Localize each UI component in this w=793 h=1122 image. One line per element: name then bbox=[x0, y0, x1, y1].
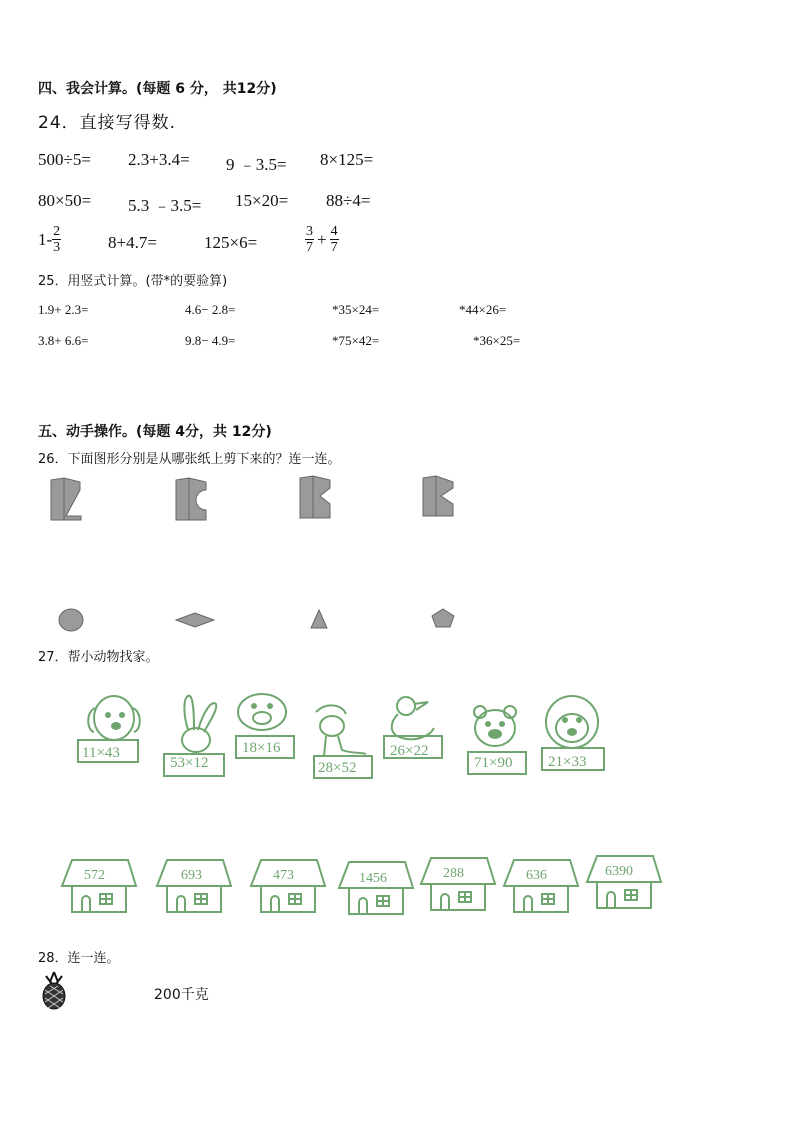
fraction bbox=[52, 224, 61, 255]
q28-label: 28．连一连。 bbox=[38, 951, 120, 966]
diamond-icon[interactable] bbox=[174, 610, 216, 630]
fraction-denominator: 3 bbox=[53, 240, 61, 255]
house-icon[interactable] bbox=[583, 852, 665, 912]
section5-heading: 五、动手操作。(每题 4分，共 12分) bbox=[38, 424, 272, 440]
fraction bbox=[305, 224, 314, 255]
fraction-denominator: 7 bbox=[306, 240, 313, 255]
q26-label: 26．下面图形分别是从哪张纸上剪下来的？连一连。 bbox=[38, 452, 341, 467]
triangle-icon[interactable] bbox=[308, 607, 330, 631]
animal-expr: 53×12 bbox=[170, 755, 209, 771]
fraction bbox=[330, 224, 339, 255]
animal-expr: 71×90 bbox=[474, 755, 513, 771]
house-number: 473 bbox=[273, 868, 294, 883]
q24-r2-c4: 88÷4= bbox=[326, 191, 371, 210]
q24-r1-c2: 2.3+3.4= bbox=[128, 150, 190, 169]
plus-sign: + bbox=[317, 229, 327, 249]
q25-r2-c1: 3.8+ 6.6= bbox=[38, 333, 89, 348]
house-icon[interactable] bbox=[335, 858, 417, 918]
pineapple-icon[interactable] bbox=[38, 970, 70, 1012]
q24-r3-c1-prefix: 1- bbox=[38, 229, 53, 249]
paper-cut-z-icon[interactable] bbox=[48, 476, 84, 522]
q24-r3-c2: 8+4.7= bbox=[108, 233, 157, 252]
fraction-numerator: 4 bbox=[330, 224, 338, 239]
q25-r2-c2: 9.8− 4.9= bbox=[185, 333, 236, 348]
q25-r2-c3: *75×42= bbox=[332, 333, 380, 348]
animal-expr: 26×22 bbox=[390, 743, 429, 759]
q24-label: 24．直接写得数. bbox=[38, 113, 177, 133]
q25-r1-c4: *44×26= bbox=[459, 302, 507, 317]
fraction-denominator: 7 bbox=[330, 240, 338, 255]
house-number: 693 bbox=[181, 868, 202, 883]
q24-r2-c2: 5.3 ﹣3.5= bbox=[128, 196, 202, 215]
q24-r2-c3: 15×20= bbox=[235, 191, 289, 210]
q24-r3-c3: 125×6= bbox=[204, 233, 258, 252]
paper-cut-triangle-icon[interactable] bbox=[421, 474, 457, 520]
house-icon[interactable] bbox=[247, 856, 329, 916]
house-number: 1456 bbox=[359, 871, 387, 886]
house-icon[interactable] bbox=[58, 856, 140, 916]
q24-r2-c1: 80×50= bbox=[38, 191, 92, 210]
animal-expr: 18×16 bbox=[242, 740, 281, 756]
q25-r1-c2: 4.6− 2.8= bbox=[185, 302, 236, 317]
animal-expr: 28×52 bbox=[318, 760, 357, 776]
q25-r2-c4: *36×25= bbox=[473, 333, 521, 348]
weight-label: 200千克 bbox=[154, 987, 209, 1003]
q24-r1-c1: 500÷5= bbox=[38, 150, 91, 169]
house-icon[interactable] bbox=[417, 854, 499, 914]
q24-r1-c4: 8×125= bbox=[320, 150, 374, 169]
section4-heading: 四、我会计算。(每题 6 分， 共12分) bbox=[38, 81, 277, 97]
q24-r3-c4 bbox=[305, 224, 339, 255]
house-number: 288 bbox=[443, 866, 464, 881]
house-number: 636 bbox=[526, 868, 547, 883]
house-number: 6390 bbox=[605, 864, 633, 879]
house-icon[interactable] bbox=[500, 856, 582, 916]
animal-expr: 11×43 bbox=[82, 745, 120, 761]
fraction-numerator: 2 bbox=[53, 224, 61, 239]
q25-label: 25．用竖式计算。(带*的要验算) bbox=[38, 274, 228, 289]
q27-label: 27．帮小动物找家。 bbox=[38, 650, 159, 665]
animal-expr: 21×33 bbox=[548, 754, 587, 770]
paper-cut-semicircle-icon[interactable] bbox=[174, 476, 210, 522]
fraction-numerator: 3 bbox=[306, 224, 313, 239]
q24-r3-c1 bbox=[38, 224, 61, 255]
q24-r1-c3: 9 ﹣3.5= bbox=[226, 155, 287, 174]
house-number: 572 bbox=[84, 868, 105, 883]
q25-r1-c3: *35×24= bbox=[332, 302, 380, 317]
pentagon-icon[interactable] bbox=[429, 606, 457, 630]
paper-cut-notch-icon[interactable] bbox=[298, 474, 334, 520]
oval-icon[interactable] bbox=[56, 607, 86, 633]
house-icon[interactable] bbox=[153, 856, 235, 916]
q25-r1-c1: 1.9+ 2.3= bbox=[38, 302, 89, 317]
